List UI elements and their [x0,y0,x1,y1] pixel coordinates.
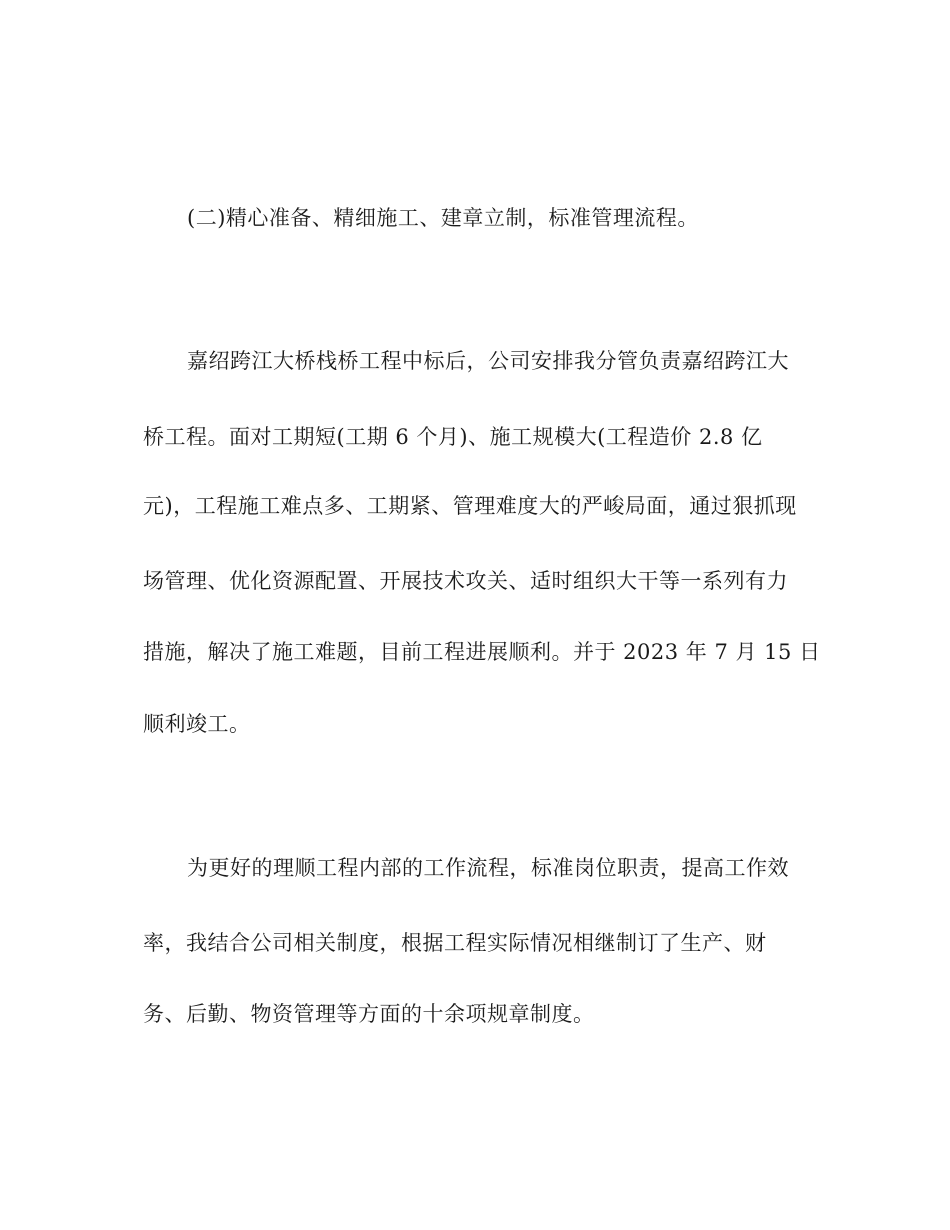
paragraph-1-line-2: 桥工程。面对工期短(工期 6 个月)、施工规模大(工程造价 2.8 亿 [143,425,763,449]
paragraph-1-line-5: 措施，解决了施工难题，目前工程进展顺利。并于 2023 年 7 月 15 日 [143,640,821,664]
paragraph-2-line-2: 率，我结合公司相关制度，根据工程实际情况相继制订了生产、财 [143,931,767,955]
paragraph-1-line-1: 嘉绍跨江大桥栈桥工程中标后，公司安排我分管负责嘉绍跨江大 [187,349,789,373]
paragraph-1-line-6: 顺利竣工。 [143,712,251,736]
paragraph-2-line-3: 务、后勤、物资管理等方面的十余项规章制度。 [143,1002,595,1026]
section-heading: (二)精心准备、精细施工、建章立制，标准管理流程。 [187,206,699,230]
paragraph-1-line-4: 场管理、优化资源配置、开展技术攻关、适时组织大干等一系列有力 [143,569,788,593]
paragraph-2-line-1: 为更好的理顺工程内部的工作流程，标准岗位职责，提高工作效 [187,856,789,880]
paragraph-1-line-3: 元)，工程施工难点多、工期紧、管理难度大的严峻局面，通过狠抓现 [143,494,797,518]
